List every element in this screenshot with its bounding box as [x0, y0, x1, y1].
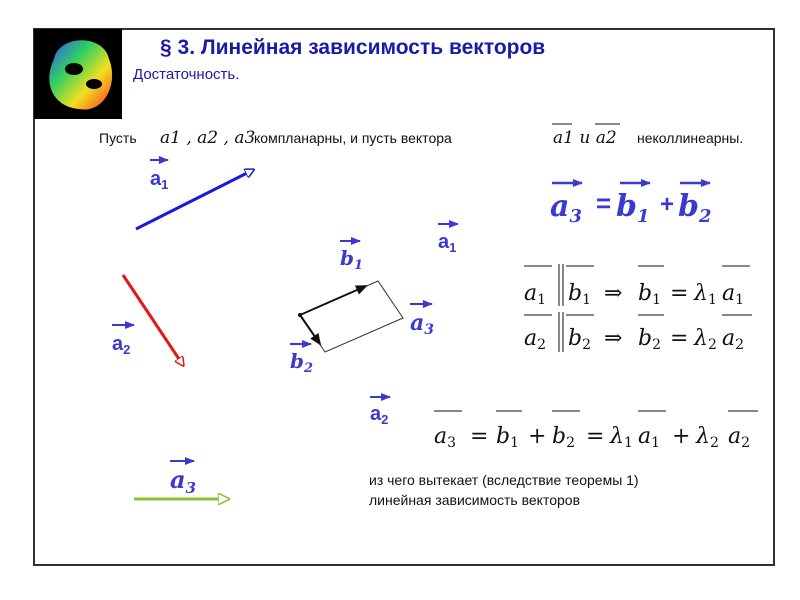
- equation-parallel-1: [524, 264, 750, 308]
- svg-text:λ2: λ2: [696, 424, 719, 451]
- page-title: § 3. Линейная зависимость векторов: [160, 36, 546, 59]
- label-a2-small: $a_2$: [370, 403, 389, 427]
- statement-lead: Пусть: [99, 130, 137, 146]
- svg-text:λ2: λ2: [694, 326, 717, 353]
- svg-text:b2: b2: [568, 326, 592, 353]
- svg-text:λ1: λ1: [694, 281, 717, 308]
- label-a3-mid: a3: [410, 310, 435, 338]
- svg-text:a1: a1: [722, 281, 745, 308]
- decomposition-equation: [550, 188, 712, 227]
- statement-noncollinear: неколлинеарны.: [637, 130, 744, 146]
- equation-parallel-2: [524, 312, 752, 353]
- svg-text:a3: $a_3$: [550, 189, 582, 227]
- svg-text:b1: b1: [638, 281, 662, 308]
- svg-text:=: =: [670, 326, 689, 351]
- conclusion-line-1: из чего вытекает (вследствие теоремы 1): [369, 472, 639, 488]
- vectors-all: a1 , a2 , a3: [160, 128, 256, 148]
- svg-text:=: =: [596, 188, 612, 218]
- svg-text:b2: b2: [552, 424, 576, 451]
- svg-text:a3: a3: [434, 424, 457, 451]
- svg-text:+: +: [528, 424, 547, 449]
- label-b2: $b_2$: [290, 349, 314, 376]
- svg-text:b1: b1: [496, 424, 520, 451]
- svg-text:a2: a2: [728, 424, 751, 451]
- svg-text:⇒: ⇒: [604, 281, 623, 306]
- label-a1: $a_1$: [150, 168, 169, 192]
- svg-text:b1: $b_1$: [616, 189, 650, 227]
- svg-text:a1: a1: [638, 424, 661, 451]
- svg-text:a1: a1: [524, 281, 547, 308]
- equation-linear-combination: [434, 411, 758, 451]
- svg-text:b2: $b_2$: [678, 189, 712, 227]
- vector-b1: [300, 286, 366, 315]
- conclusion-line-2: линейная зависимость векторов: [369, 492, 581, 508]
- svg-text:b1: b1: [568, 281, 592, 308]
- statement-coplanar: компланарны, и пусть вектора: [254, 130, 452, 146]
- svg-text:λ1: λ1: [610, 424, 633, 451]
- vectors-pair: a1 и a2: [553, 128, 617, 148]
- vector-a2: [123, 275, 183, 365]
- svg-text:=: =: [586, 424, 605, 449]
- svg-text:+: +: [660, 191, 675, 218]
- svg-text:b2: b2: [638, 326, 662, 353]
- svg-text:=: =: [470, 424, 489, 449]
- svg-text:=: =: [670, 281, 689, 306]
- conclusion-text: [369, 470, 639, 510]
- svg-text:a2: a2: [722, 326, 745, 353]
- label-b1: $b_1$: [340, 246, 364, 273]
- subtitle: Достаточность.: [133, 66, 240, 83]
- vector-b2: [300, 315, 320, 344]
- svg-text:a2: a2: [524, 326, 547, 353]
- svg-text:⇒: ⇒: [604, 326, 623, 351]
- label-a1-small: $a_1$: [438, 231, 457, 255]
- label-a2: $a_2$: [112, 333, 131, 357]
- svg-text:+: +: [672, 424, 691, 449]
- label-a3: $a_3$: [170, 465, 196, 497]
